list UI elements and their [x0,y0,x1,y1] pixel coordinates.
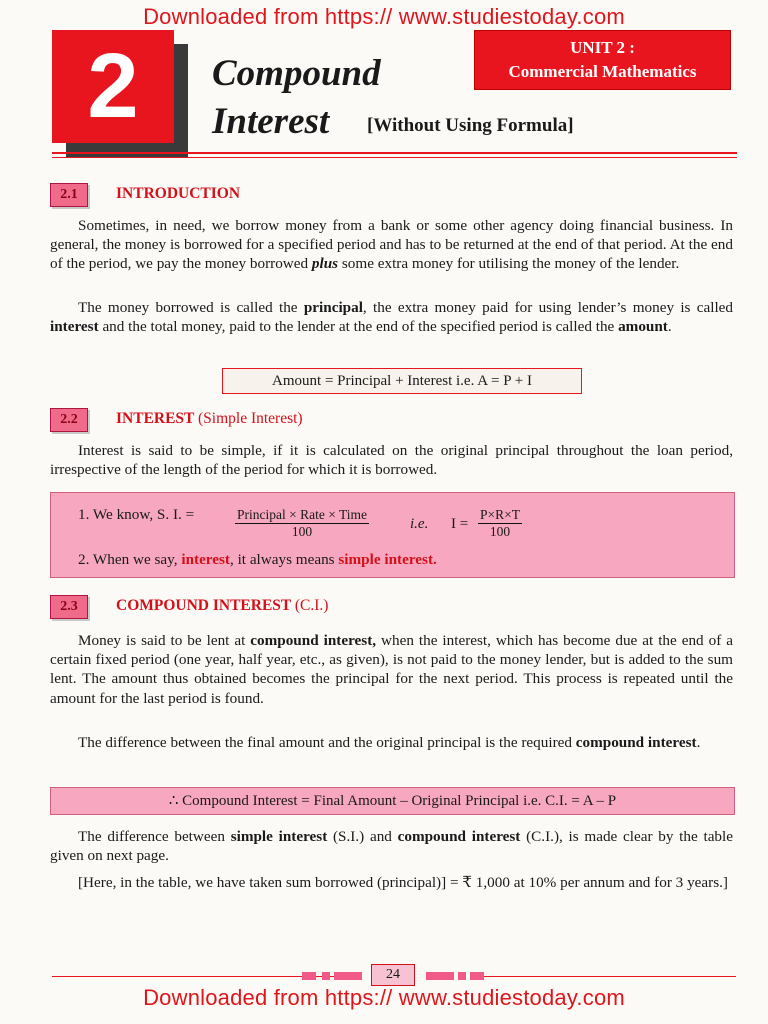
para-text: Sometimes, in need, we borrow money from a bank or some other agency doing financial business. In general, the money is borrowed for a specified period and has to be returned at the end of that period. At the end of the period, we pay the money borrowed [50,217,733,273]
note-interest: interest [181,551,230,568]
chapter-title-line2: Interest [212,101,330,142]
para-text: , the extra money paid for using lender’s money is called [362,299,734,316]
section-title-suffix: (Simple Interest) [198,410,303,427]
para-text: (C.I.), is made clear by the table given on next page. [50,828,733,865]
term-compound-interest: compound interest, [250,632,377,649]
chapter-number: 2 [52,30,174,143]
fraction-denominator: 100 [478,523,522,540]
section-title-compound-interest [116,597,328,615]
note-text: , it always means [229,551,339,568]
fraction-denominator: 100 [235,523,369,540]
unit-number: UNIT 2 : [570,38,635,57]
unit-name: Commercial Mathematics [508,62,697,81]
term-simple-interest: simple interest [230,828,328,845]
footer-dash [458,972,466,980]
paragraph-compound-2 [50,733,733,752]
si-formula-line: 1. We know, S. I. = [78,506,195,523]
page-number: 24 [371,964,415,986]
paragraph-intro-1 [50,216,733,274]
header-rule [52,152,737,154]
term-compound-interest: compound interest [397,828,521,845]
footer-dash [334,972,362,980]
para-text: The money borrowed is called the [78,299,304,316]
note-simple-interest: simple interest. [338,551,437,568]
amount-formula-box: Amount = Principal + Interest i.e. A = P + I [222,368,582,394]
para-text: some extra money for utilising the money of the lender. [338,255,680,273]
section-title-interest [116,410,303,428]
section-title-suffix: (C.I.) [294,597,329,614]
para-text: The difference between the final amount and the original principal is the required [78,734,576,751]
paragraph-simple-interest [50,441,733,479]
para-text: . [667,318,672,336]
header-rule-thin [52,157,737,158]
paragraph-intro-2 [50,298,733,336]
fraction-numerator: P×R×T [480,507,520,522]
section-number-2-3: 2.3 [50,595,88,619]
para-text: Money is said to be lent at [78,632,251,649]
paragraph-compound-1 [50,631,733,708]
term-interest: interest [50,318,99,336]
para-text: . [696,734,701,751]
footer-dash [322,972,330,980]
footer-dash [426,972,454,980]
section-title-text: INTEREST [116,410,195,427]
footer-rule-right [480,976,736,977]
section-title-introduction [116,185,240,203]
watermark-top: Downloaded from https:// www.studiestoday.com [143,4,625,29]
para-text: Interest is said to be simple, if it is calculated on the original principal throughout the loan period, irrespective of the length of the period for which it is borrowed. [50,442,733,479]
footer-dash [470,972,484,980]
i-equals: I = [451,516,469,532]
section-number-2-1: 2.1 [50,183,88,207]
watermark-bottom: Downloaded from https:// www.studiestoday.com [143,985,625,1010]
chapter-subtitle: [Without Using Formula] [367,115,574,136]
para-text: and the total money, paid to the lender at the end of the specified period is called the [98,318,619,336]
ie-label: i.e. [410,516,429,532]
emphasis-plus: plus [311,255,339,273]
paragraph-table-note [50,873,733,892]
para-text: when the interest, which has become due at the end of a certain fixed period (one year, half year, etc., as given), is not paid to the money lender, but is added to the sum lent. The amount thus obtained becomes the principal for the next period. This process is repeated until the amount for the last period is found. [50,632,733,707]
term-amount: amount [618,318,668,336]
para-text: The difference between [78,828,231,845]
section-title-text: INTRODUCTION [116,185,241,202]
note-text: 2. When we say, [78,551,182,568]
fraction-numerator: Principal × Rate × Time [237,507,367,522]
para-text: (S.I.) and [327,828,398,845]
si-fraction-symbols [478,507,522,540]
term-compound-interest: compound interest [575,734,697,751]
compound-interest-formula-box: ∴ Compound Interest = Final Amount – Original Principal i.e. C.I. = A – P [50,787,735,815]
paragraph-difference [50,827,733,865]
section-title-text: COMPOUND INTEREST [116,597,291,614]
chapter-title-line1: Compound [212,53,381,94]
unit-badge [474,30,731,90]
para-text: [Here, in the table, we have taken sum borrowed (principal)] = ₹ 1,000 at 10% per annum and for 3 years.] [78,874,728,891]
term-principal: principal [303,299,363,316]
si-note-line [78,551,437,569]
footer-dash [302,972,316,980]
section-number-2-2: 2.2 [50,408,88,432]
si-fraction-words [235,507,369,540]
